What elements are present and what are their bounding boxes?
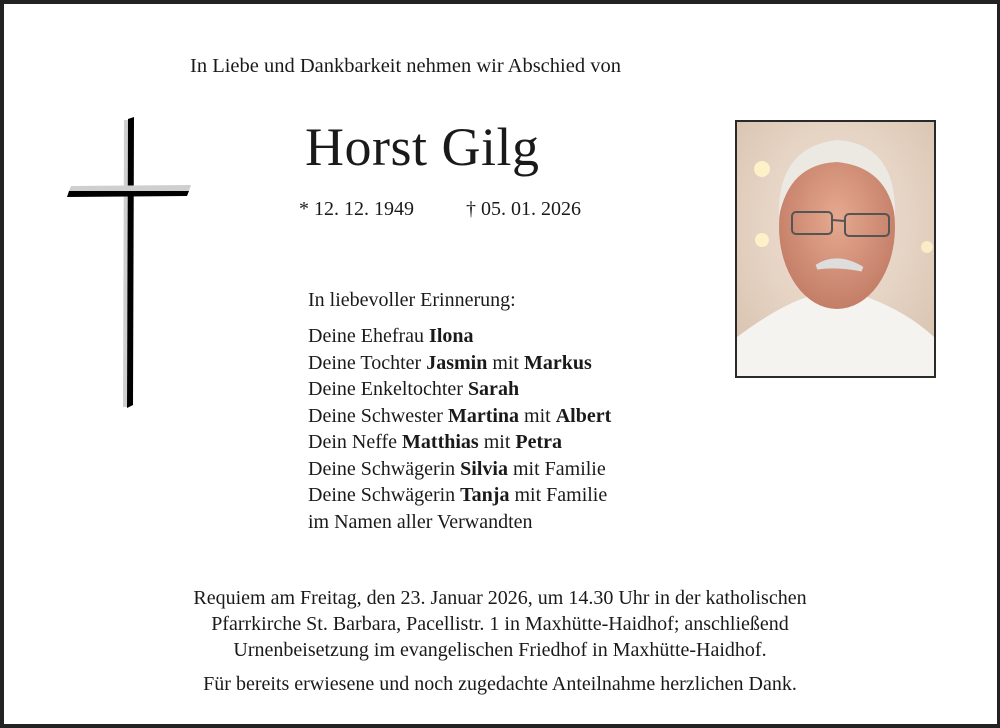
family-member-name: Martina: [447, 404, 520, 427]
memory-heading: In liebevoller Erinnerung:: [308, 289, 516, 311]
family-member-line: [308, 403, 611, 430]
family-member-line: [308, 509, 611, 536]
family-member-name: Matthias: [402, 431, 479, 453]
family-relation-text: Dein Neffe: [308, 431, 403, 453]
family-member-line: [308, 350, 611, 377]
family-member-line: [308, 482, 611, 509]
service-line: Pfarrkirche St. Barbara, Pacellistr. 1 in Maxhütte-Haidhof; anschließend: [211, 612, 789, 635]
family-member-name: Ilona: [429, 325, 474, 347]
family-member-line: [308, 323, 611, 350]
family-list: [308, 323, 611, 535]
family-relation-text: im Namen aller Verwandten: [308, 510, 533, 533]
family-member-name: Markus: [523, 351, 592, 374]
intro-text: In Liebe und Dankbarkeit nehmen wir Abschied von: [190, 55, 621, 77]
family-member-name: Jasmin: [426, 351, 488, 374]
birth-date: * 12. 12. 1949: [299, 198, 414, 220]
family-relation-text: mit: [487, 351, 524, 374]
family-member-name: Albert: [555, 404, 612, 427]
death-date: † 05. 01. 2026: [466, 198, 581, 220]
family-relation-text: Deine Schwester: [308, 404, 448, 427]
family-relation-text: Deine Schwägerin: [308, 484, 461, 506]
family-relation-text: mit Familie: [509, 484, 608, 506]
thanks-text: Für bereits erwiesene und noch zugedachte Anteilnahme herzlichen Dank.: [203, 673, 797, 695]
family-member-name: Petra: [515, 431, 563, 453]
family-relation-text: mit Familie: [507, 457, 606, 480]
family-relation-text: Deine Ehefrau: [308, 325, 430, 347]
family-member-name: Sarah: [467, 378, 520, 400]
family-member-line: [308, 429, 611, 456]
family-relation-text: mit: [478, 431, 516, 453]
family-relation-text: Deine Enkeltochter: [308, 378, 468, 400]
family-relation-text: Deine Schwägerin: [308, 457, 461, 480]
family-member-line: [308, 456, 611, 483]
service-line: Requiem am Freitag, den 23. Januar 2026, um 14.30 Uhr in der katholischen: [193, 587, 807, 609]
family-relation-text: Deine Tochter: [308, 351, 427, 374]
family-member-name: Tanja: [460, 484, 510, 506]
service-line: Urnenbeisetzung im evangelischen Friedhof in Maxhütte-Haidhof.: [233, 638, 767, 661]
family-member-line: [308, 376, 611, 403]
cross-icon: [66, 117, 192, 409]
deceased-name: Horst Gilg: [305, 117, 540, 177]
family-member-name: Silvia: [460, 457, 508, 480]
family-relation-text: mit: [519, 404, 556, 427]
service-details: [0, 586, 1000, 663]
portrait-photo: [735, 120, 936, 378]
